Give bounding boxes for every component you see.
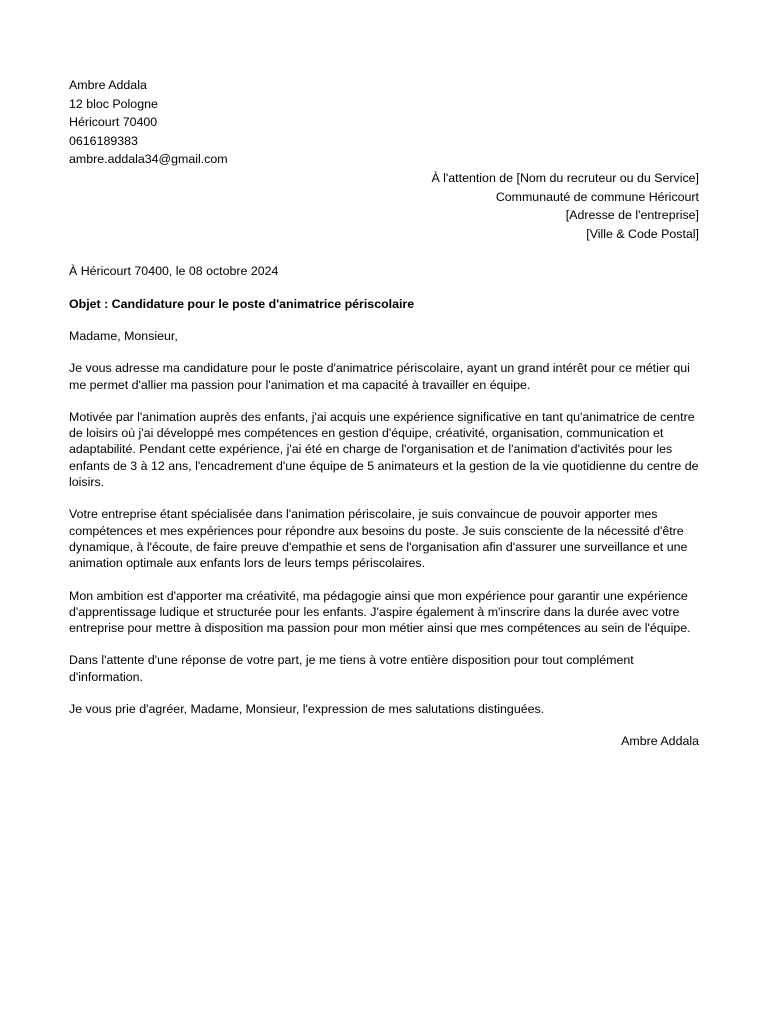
- paragraph: Je vous adresse ma candidature pour le poste d'animatrice périscolaire, ayant un grand intérêt pour ce métier qui me permet d'allier ma passion pour l'animation et ma capacité à travailler en équipe.: [69, 361, 690, 392]
- greeting: Madame, Monsieur,: [69, 328, 178, 343]
- signature: Ambre Addala: [621, 734, 699, 749]
- recipient-block: [69, 169, 699, 243]
- paragraph: Votre entreprise étant spécialisée dans l'animation périscolaire, je suis convaincue de pouvoir apporter mes compétences et mes expériences pour répondre aux besoins du poste. Je suis consciente de la nécessité d'être dynamique, à l'écoute, de faire preuve d'empathie et sens de l'organisation afin d'assurer une surveillance et une animation optimale aux enfants lors de leurs temps périscolaires.: [69, 507, 688, 571]
- sender-block: [69, 76, 699, 169]
- sender-email: ambre.addala34@gmail.com: [69, 152, 228, 167]
- date-line: À Héricourt 70400, le 08 octobre 2024: [69, 264, 279, 279]
- letter-body: [69, 76, 699, 750]
- paragraph: Dans l'attente d'une réponse de votre part, je me tiens à votre entière disposition pour tout complément d'information.: [69, 653, 634, 684]
- recipient-city: [Ville & Code Postal]: [586, 226, 699, 241]
- recipient-company: Communauté de commune Héricourt: [495, 189, 699, 204]
- sender-city: Héricourt 70400: [69, 115, 158, 130]
- paragraph: Motivée par l'animation auprès des enfants, j'ai acquis une expérience significative en tant qu'animatrice de centre de loisirs où j'ai développé mes compétences en gestion d'équipe, créativité, organisation, communication et adaptabilité. Pendant cette expérience, j'ai été en charge de l'organisation et de l'animation d'activités pour les enfants de 3 à 12 ans, l'encadrement d'une équipe de 5 animateurs et la gestion de la vie quotidienne du centre de loisirs.: [69, 409, 699, 490]
- sender-street: 12 bloc Pologne: [69, 96, 158, 111]
- sender-phone: 0616189383: [69, 133, 138, 148]
- paragraph: Mon ambition est d'apporter ma créativité, ma pédagogie ainsi que mon expérience pour garantir une expérience d'apprentissage ludique et structurée pour les enfants. J'aspire également à m'inscrire dans la durée avec votre entreprise pour mettre à disposition ma passion pour mon métier ainsi que mes compétences au sein de l'équipe.: [69, 588, 691, 636]
- subject-line: Objet : Candidature pour le poste d'animatrice périscolaire: [69, 296, 415, 311]
- recipient-attention: À l'attention de [Nom du recruteur ou du Service]: [431, 170, 699, 185]
- recipient-address: [Adresse de l'entreprise]: [565, 208, 699, 223]
- sender-name: Ambre Addala: [69, 78, 147, 92]
- closing-paragraph: Je vous prie d'agréer, Madame, Monsieur, l'expression de mes salutations distinguées.: [69, 701, 545, 716]
